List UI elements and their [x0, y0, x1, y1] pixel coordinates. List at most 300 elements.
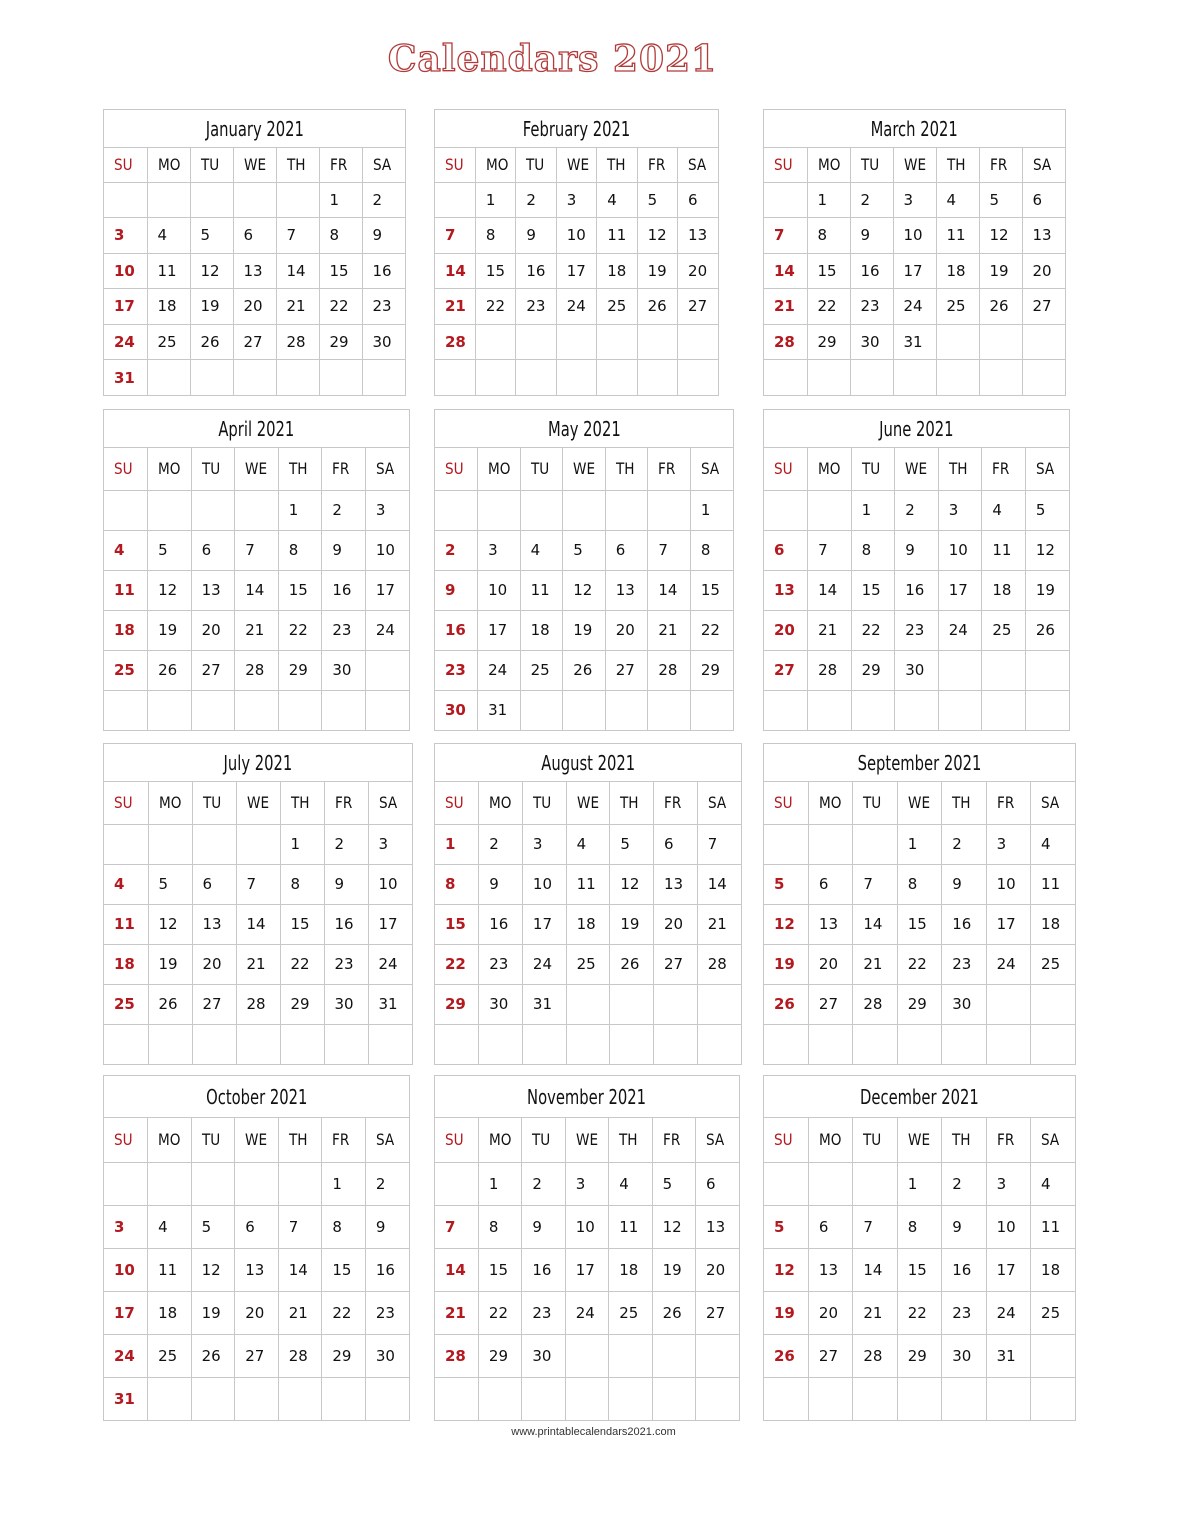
day-cell: 12	[563, 570, 606, 610]
day-cell: 14	[235, 570, 279, 610]
day-cell: 14	[435, 253, 475, 289]
day-cell: 7	[648, 530, 691, 570]
day-cell: 12	[764, 904, 808, 944]
day-cell: 6	[764, 530, 808, 570]
month-title	[764, 110, 1065, 148]
day-cell: 16	[516, 253, 556, 289]
day-cell	[764, 182, 807, 218]
day-cell: 3	[478, 530, 521, 570]
day-cell	[148, 824, 192, 864]
day-cell	[597, 360, 637, 396]
day-cell: 21	[235, 610, 279, 650]
weekday-label: SU	[445, 1130, 464, 1150]
week-row	[104, 1205, 409, 1248]
weekday-label: SU	[114, 793, 133, 813]
day-cell: 19	[979, 253, 1022, 289]
day-cell: 5	[148, 530, 192, 570]
day-cell: 26	[191, 1334, 235, 1377]
month-title	[764, 744, 1075, 782]
weekday-header	[322, 1118, 366, 1162]
weekday-header	[278, 448, 322, 490]
day-cell: 22	[280, 944, 324, 984]
weekday-label: WE	[907, 793, 930, 813]
month-title-label: October 2021	[205, 1084, 308, 1109]
day-cell: 25	[520, 650, 563, 690]
weekday-label: FR	[658, 459, 676, 479]
day-cell	[475, 324, 515, 360]
week-row	[764, 1248, 1075, 1291]
day-cell: 28	[278, 1334, 322, 1377]
day-cell	[104, 690, 148, 730]
day-cell	[565, 1334, 608, 1377]
day-cell: 13	[233, 253, 276, 289]
weekday-label: SU	[774, 459, 793, 479]
day-cell	[479, 1024, 523, 1064]
weekday-header	[938, 448, 982, 490]
week-row	[104, 289, 405, 325]
weekday-label: FR	[996, 793, 1014, 813]
day-cell: 5	[652, 1162, 695, 1205]
day-cell: 29	[322, 1334, 366, 1377]
day-cell: 24	[986, 944, 1030, 984]
weekday-label: SA	[1032, 155, 1051, 175]
week-row	[435, 944, 741, 984]
day-cell: 8	[322, 1205, 366, 1248]
day-cell: 8	[897, 1205, 941, 1248]
weekday-header	[565, 1118, 608, 1162]
weekday-label: MO	[818, 1130, 842, 1150]
day-cell	[556, 324, 596, 360]
day-cell: 14	[808, 570, 852, 610]
week-row	[104, 218, 405, 254]
weekday-header	[365, 448, 409, 490]
day-cell: 24	[893, 289, 936, 325]
day-cell	[148, 490, 192, 530]
weekday-label: TH	[946, 155, 966, 175]
week-row	[764, 1291, 1075, 1334]
day-cell: 19	[191, 1291, 235, 1334]
day-cell: 21	[435, 289, 475, 325]
day-cell	[566, 1024, 610, 1064]
weekday-label: FR	[996, 1130, 1014, 1150]
weekday-header	[764, 1118, 808, 1162]
day-cell: 8	[807, 218, 850, 254]
day-cell: 28	[853, 1334, 897, 1377]
weekday-label: FR	[332, 1130, 350, 1150]
month-calendar	[434, 743, 742, 1065]
week-row	[764, 182, 1065, 218]
day-cell: 5	[148, 864, 192, 904]
day-cell	[851, 690, 895, 730]
day-cell	[808, 490, 852, 530]
day-cell: 23	[479, 944, 523, 984]
day-cell: 26	[1025, 610, 1069, 650]
day-cell: 15	[278, 570, 322, 610]
weekday-label: TU	[201, 459, 220, 479]
weekday-header	[678, 148, 718, 182]
day-cell: 6	[808, 1205, 852, 1248]
weekday-label: MO	[485, 155, 509, 175]
day-cell	[1025, 650, 1069, 690]
day-cell	[280, 1024, 324, 1064]
day-cell: 15	[280, 904, 324, 944]
month-title	[435, 410, 733, 448]
weekday-header	[566, 782, 610, 824]
day-cell: 4	[104, 864, 148, 904]
weekday-header	[278, 1118, 322, 1162]
day-cell: 1	[690, 490, 733, 530]
day-cell: 24	[365, 610, 409, 650]
day-cell: 7	[236, 864, 280, 904]
day-cell: 30	[522, 1334, 565, 1377]
weekday-header	[104, 448, 148, 490]
weekday-header	[148, 448, 192, 490]
day-cell: 21	[276, 289, 319, 325]
day-cell: 27	[654, 944, 698, 984]
weekday-header	[148, 782, 192, 824]
month-title-label: May 2021	[547, 416, 621, 441]
day-cell: 27	[191, 650, 235, 690]
weekday-header	[893, 148, 936, 182]
weekday-header	[853, 1118, 897, 1162]
day-cell: 17	[556, 253, 596, 289]
day-cell: 1	[322, 1162, 366, 1205]
day-cell: 10	[478, 570, 521, 610]
day-cell	[522, 1024, 566, 1064]
day-cell	[1031, 1024, 1075, 1064]
day-cell: 21	[853, 944, 897, 984]
day-cell: 22	[278, 610, 322, 650]
day-cell	[278, 1377, 322, 1420]
week-row	[435, 1205, 739, 1248]
weekday-label: WE	[903, 155, 926, 175]
day-cell: 28	[235, 650, 279, 690]
day-cell: 5	[1025, 490, 1069, 530]
day-cell: 17	[365, 570, 409, 610]
day-cell	[942, 1024, 986, 1064]
day-cell	[1022, 324, 1065, 360]
day-cell: 3	[893, 182, 936, 218]
weekday-header	[104, 782, 148, 824]
day-cell	[1031, 1334, 1075, 1377]
weekday-header	[235, 1118, 279, 1162]
day-cell: 22	[322, 1291, 366, 1334]
weekday-header	[319, 148, 362, 182]
week-row	[764, 650, 1069, 690]
weekday-label: TH	[620, 793, 639, 813]
day-cell: 31	[986, 1334, 1030, 1377]
weekday-header	[597, 148, 637, 182]
weekday-label: WE	[907, 1130, 930, 1150]
weekday-label: SU	[445, 459, 464, 479]
month-calendar	[434, 109, 719, 396]
week-row	[764, 360, 1065, 396]
weekday-label: FR	[332, 459, 350, 479]
day-cell: 9	[362, 218, 405, 254]
day-cell: 17	[938, 570, 982, 610]
day-cell	[516, 324, 556, 360]
day-cell	[807, 360, 850, 396]
weekday-label: TH	[607, 155, 626, 175]
day-cell	[435, 360, 475, 396]
day-cell: 23	[942, 944, 986, 984]
weekday-header	[435, 448, 478, 490]
weekday-label: SA	[372, 155, 391, 175]
day-cell: 17	[368, 904, 412, 944]
day-cell	[764, 1377, 808, 1420]
day-cell: 20	[808, 1291, 852, 1334]
day-cell	[610, 1024, 654, 1064]
week-row	[104, 864, 412, 904]
day-cell: 23	[942, 1291, 986, 1334]
day-cell	[233, 360, 276, 396]
weekday-header	[522, 1118, 565, 1162]
day-cell: 22	[478, 1291, 521, 1334]
day-cell: 9	[324, 864, 368, 904]
day-cell: 20	[654, 904, 698, 944]
week-row	[435, 1024, 741, 1064]
week-row	[435, 1334, 739, 1377]
day-cell: 31	[522, 984, 566, 1024]
day-cell: 3	[986, 1162, 1030, 1205]
weekday-label: FR	[334, 793, 352, 813]
day-cell	[276, 360, 319, 396]
month-title	[435, 1076, 739, 1118]
day-cell: 22	[897, 944, 941, 984]
day-cell: 10	[893, 218, 936, 254]
day-cell: 20	[191, 610, 235, 650]
day-cell: 25	[1031, 1291, 1075, 1334]
day-cell: 12	[652, 1205, 695, 1248]
week-row	[435, 1162, 739, 1205]
day-cell: 25	[597, 289, 637, 325]
day-cell: 8	[475, 218, 515, 254]
day-cell: 29	[897, 1334, 941, 1377]
weekday-header	[563, 448, 606, 490]
day-cell: 17	[986, 904, 1030, 944]
day-cell: 18	[520, 610, 563, 650]
weekday-label: MO	[158, 1130, 181, 1150]
day-cell	[808, 690, 852, 730]
day-cell: 31	[104, 360, 147, 396]
day-cell	[520, 690, 563, 730]
day-cell: 17	[104, 289, 147, 325]
weekday-label: SA	[1041, 793, 1060, 813]
day-cell: 19	[637, 253, 677, 289]
week-row	[764, 490, 1069, 530]
weekday-label: TU	[532, 1130, 551, 1150]
day-cell: 3	[365, 490, 409, 530]
day-cell	[475, 360, 515, 396]
day-cell: 21	[853, 1291, 897, 1334]
month-calendar	[103, 1075, 410, 1421]
day-cell: 31	[104, 1377, 148, 1420]
day-cell: 7	[435, 1205, 478, 1248]
month-title-label: February 2021	[522, 116, 631, 141]
day-cell: 14	[853, 1248, 897, 1291]
day-cell: 13	[808, 1248, 852, 1291]
day-cell: 24	[938, 610, 982, 650]
day-cell: 29	[278, 650, 322, 690]
week-row	[104, 1162, 409, 1205]
day-cell: 1	[280, 824, 324, 864]
day-cell: 4	[597, 182, 637, 218]
day-cell: 25	[609, 1291, 652, 1334]
day-cell: 15	[897, 904, 941, 944]
day-cell: 5	[610, 824, 654, 864]
day-cell: 3	[986, 824, 1030, 864]
day-cell: 13	[192, 904, 236, 944]
day-cell	[322, 1377, 366, 1420]
day-cell: 23	[322, 610, 366, 650]
month-calendar	[763, 1075, 1076, 1421]
day-cell: 1	[897, 1162, 941, 1205]
weekday-header	[233, 148, 276, 182]
week-row	[764, 289, 1065, 325]
day-cell	[808, 1162, 852, 1205]
week-row	[104, 1291, 409, 1334]
day-cell: 26	[148, 650, 192, 690]
weekday-header	[764, 448, 808, 490]
week-row	[104, 650, 409, 690]
weekday-label: TH	[290, 793, 310, 813]
day-cell: 24	[478, 650, 521, 690]
month-title	[435, 744, 741, 782]
day-cell: 4	[147, 218, 190, 254]
day-cell: 12	[637, 218, 677, 254]
day-cell: 18	[936, 253, 979, 289]
weekday-label: SU	[114, 459, 133, 479]
day-cell: 15	[435, 904, 479, 944]
day-cell: 12	[190, 253, 233, 289]
weekday-label: MO	[488, 459, 511, 479]
weekday-header	[236, 782, 280, 824]
weekday-label: WE	[576, 793, 599, 813]
day-cell: 20	[605, 610, 648, 650]
week-row	[764, 570, 1069, 610]
day-cell: 4	[609, 1162, 652, 1205]
week-row	[104, 944, 412, 984]
day-cell	[897, 1024, 941, 1064]
day-cell: 17	[478, 610, 521, 650]
weekday-label: TH	[288, 459, 308, 479]
day-cell: 8	[897, 864, 941, 904]
day-cell: 23	[516, 289, 556, 325]
weekday-header	[324, 782, 368, 824]
day-cell: 25	[936, 289, 979, 325]
month-title-label: June 2021	[879, 416, 954, 441]
week-row	[764, 253, 1065, 289]
day-cell	[362, 360, 405, 396]
day-cell	[563, 690, 606, 730]
day-cell: 26	[979, 289, 1022, 325]
week-row	[104, 182, 405, 218]
day-cell: 29	[319, 324, 362, 360]
day-cell: 15	[322, 1248, 366, 1291]
day-cell	[368, 1024, 412, 1064]
day-cell: 31	[368, 984, 412, 1024]
day-cell: 10	[565, 1205, 608, 1248]
day-cell: 26	[652, 1291, 695, 1334]
week-row	[104, 253, 405, 289]
week-row	[764, 530, 1069, 570]
week-row	[435, 650, 733, 690]
week-row	[435, 490, 733, 530]
weekday-header	[986, 782, 1030, 824]
day-cell: 22	[319, 289, 362, 325]
weekday-label: WE	[573, 459, 596, 479]
day-cell	[654, 1024, 698, 1064]
day-cell: 24	[565, 1291, 608, 1334]
weekday-header	[652, 1118, 695, 1162]
weekday-label: TH	[619, 1130, 638, 1150]
day-cell: 18	[982, 570, 1026, 610]
weekday-label: WE	[243, 155, 266, 175]
day-cell: 24	[104, 324, 147, 360]
weekday-label: SU	[774, 1130, 793, 1150]
day-cell	[808, 1024, 852, 1064]
week-row	[764, 904, 1075, 944]
day-cell: 13	[808, 904, 852, 944]
day-cell: 24	[104, 1334, 148, 1377]
day-cell	[233, 182, 276, 218]
day-cell: 16	[365, 1248, 409, 1291]
weekday-label: SA	[700, 459, 720, 479]
day-cell: 20	[233, 289, 276, 325]
weekday-label: SU	[445, 155, 464, 175]
weekday-header	[362, 148, 405, 182]
day-cell: 15	[690, 570, 733, 610]
week-row	[764, 690, 1069, 730]
month-calendar	[103, 409, 410, 731]
weekday-label: SA	[706, 1130, 725, 1150]
weekday-label: SU	[114, 1130, 133, 1150]
day-cell: 21	[808, 610, 852, 650]
day-cell: 6	[191, 530, 235, 570]
weekday-label: TU	[532, 793, 552, 813]
day-cell: 9	[516, 218, 556, 254]
day-cell: 31	[893, 324, 936, 360]
day-cell: 7	[278, 1205, 322, 1248]
day-cell: 2	[362, 182, 405, 218]
weekday-label: FR	[989, 155, 1007, 175]
day-cell: 7	[764, 218, 807, 254]
day-cell: 16	[942, 904, 986, 944]
week-row	[435, 1248, 739, 1291]
day-cell: 22	[851, 610, 895, 650]
day-cell: 19	[148, 610, 192, 650]
day-cell	[853, 824, 897, 864]
weekday-label: TU	[860, 155, 879, 175]
day-cell: 26	[764, 1334, 808, 1377]
day-cell: 20	[1022, 253, 1065, 289]
day-cell: 5	[764, 1205, 808, 1248]
day-cell	[853, 1377, 897, 1420]
month-title-label: March 2021	[870, 116, 959, 141]
day-cell: 19	[764, 944, 808, 984]
month-calendar	[763, 109, 1066, 396]
day-cell: 2	[435, 530, 478, 570]
weekday-header	[104, 148, 147, 182]
day-cell	[1025, 690, 1069, 730]
weekday-label: WE	[575, 1130, 598, 1150]
weekday-label: TU	[202, 793, 221, 813]
day-cell: 26	[563, 650, 606, 690]
day-cell	[979, 360, 1022, 396]
week-row	[104, 1334, 409, 1377]
day-cell: 10	[104, 1248, 148, 1291]
day-cell: 30	[435, 690, 478, 730]
